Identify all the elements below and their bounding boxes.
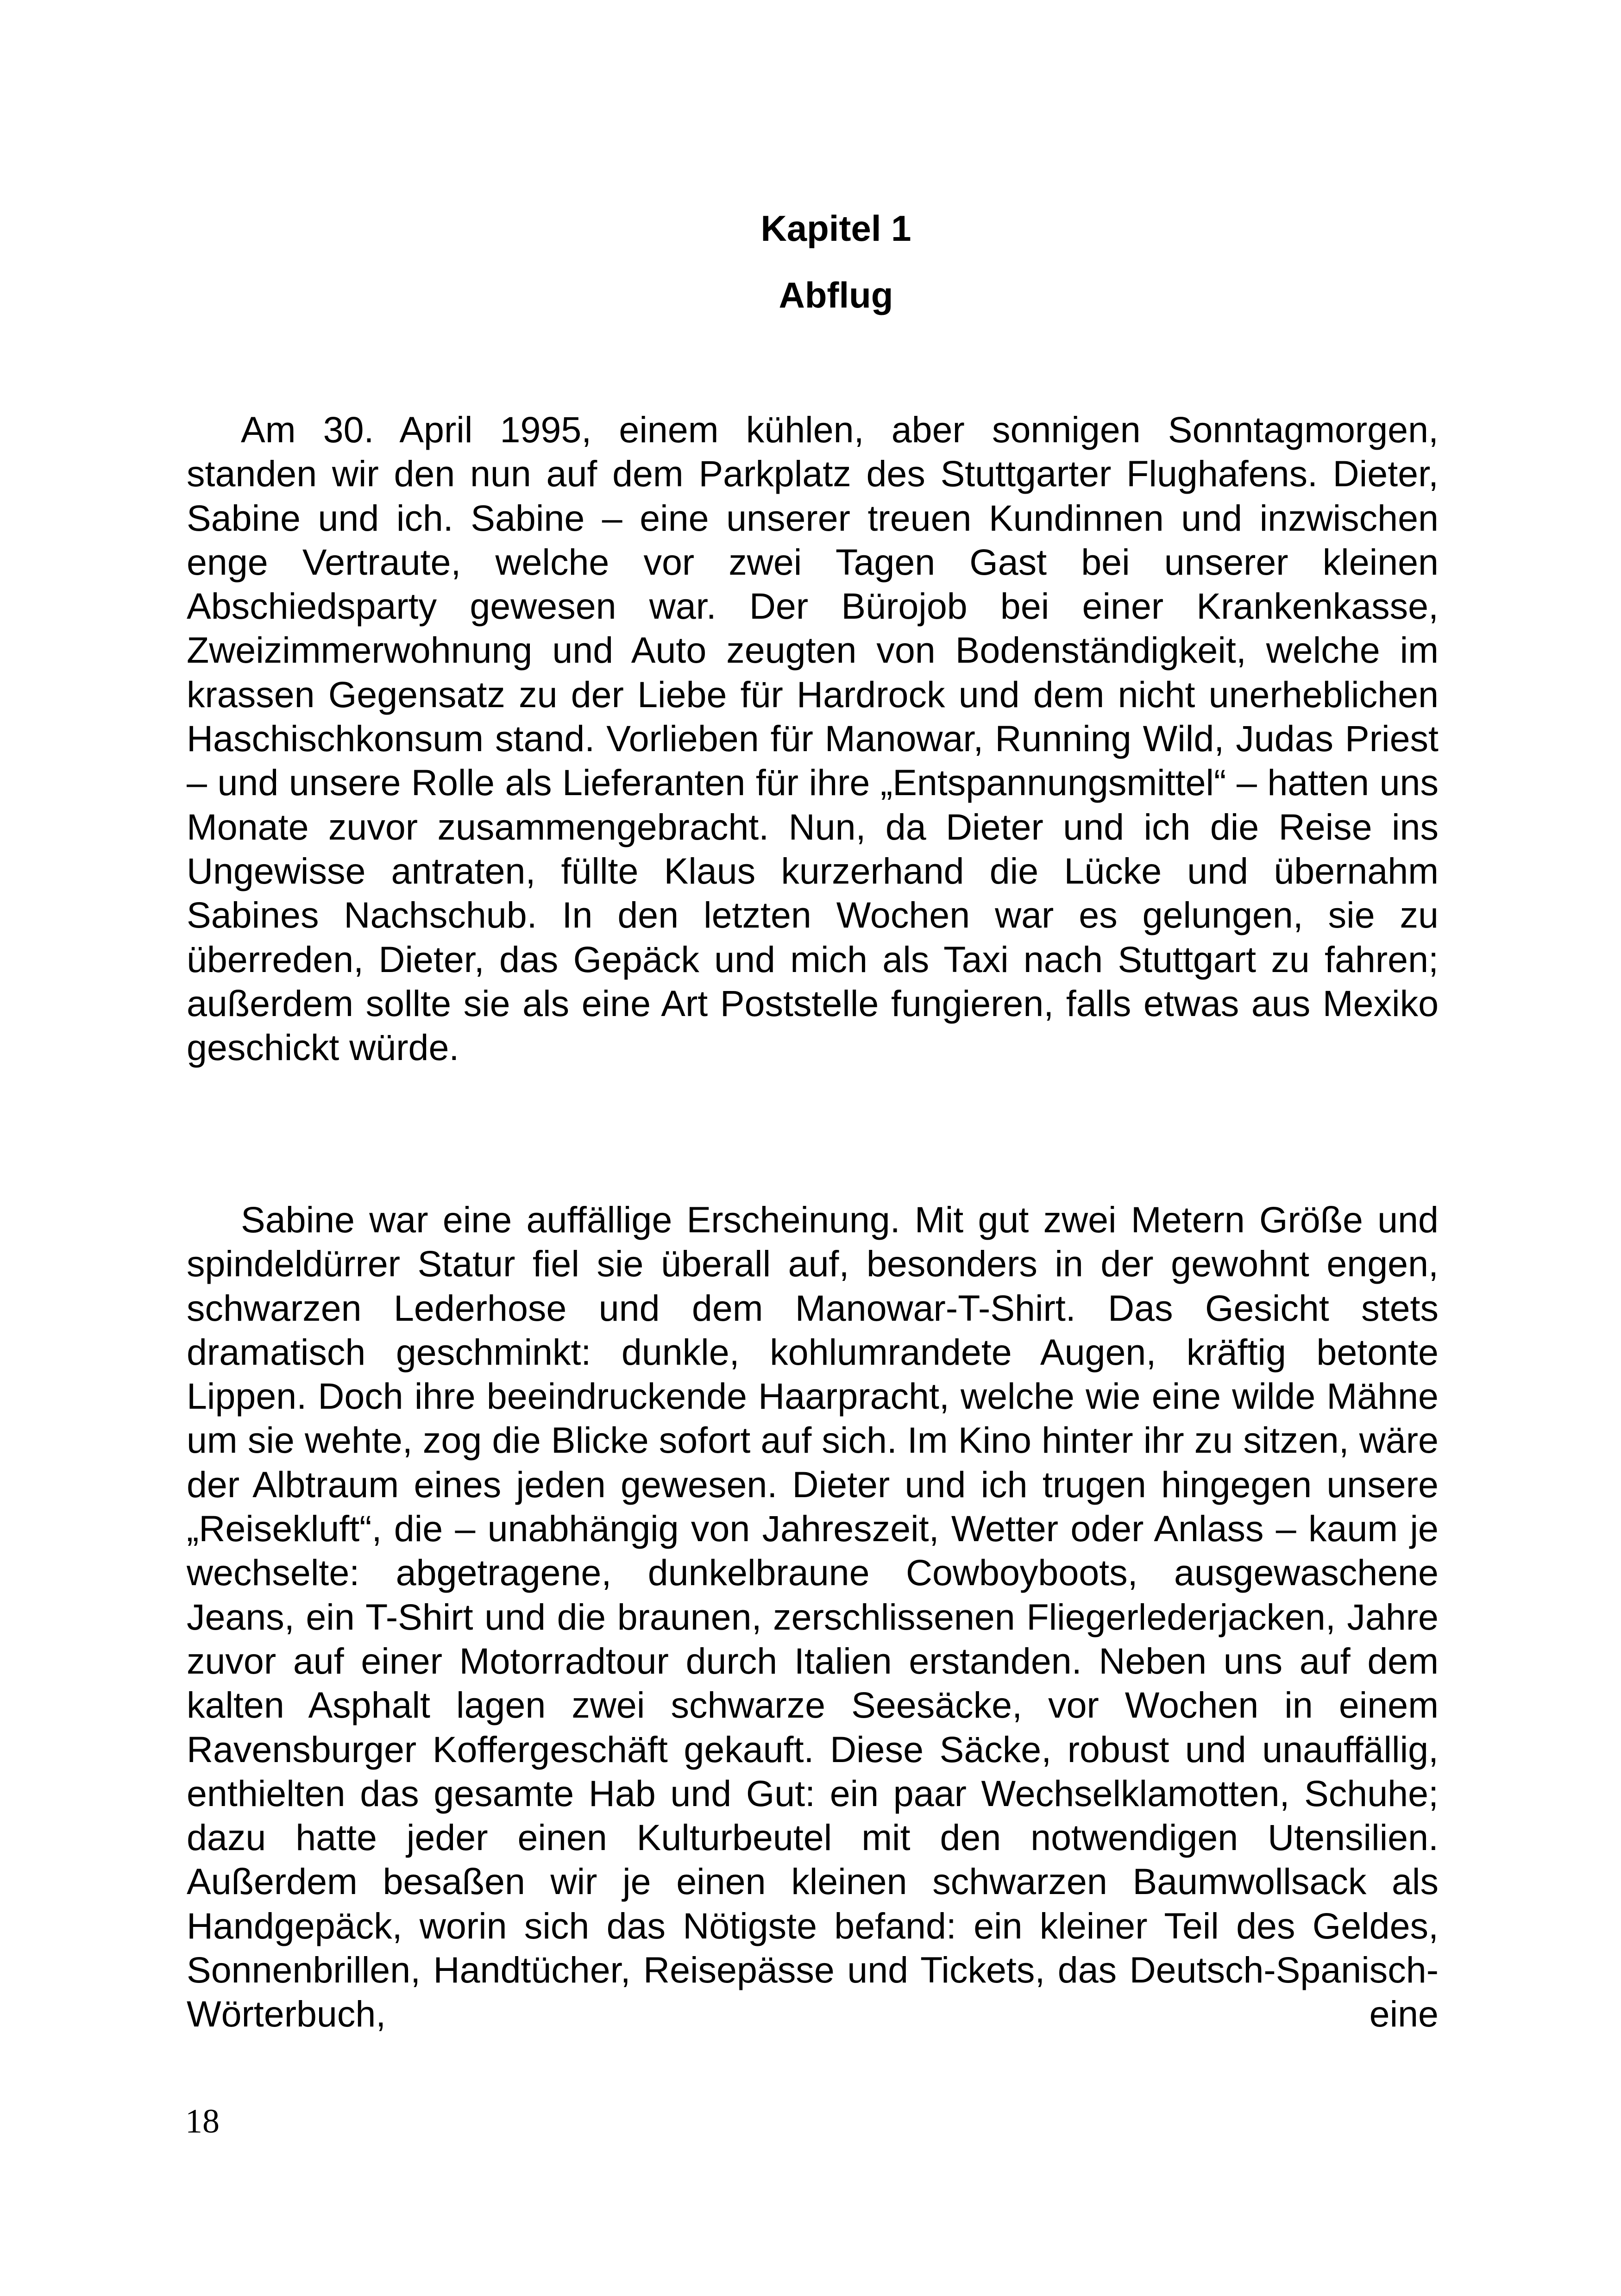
chapter-number: Kapitel 1 (760, 208, 911, 249)
page-number: 18 (185, 2102, 220, 2140)
chapter-title: Abflug (779, 275, 893, 315)
paragraph: Sabine war eine auffällige Erscheinung. Mit gut zwei Metern Größe und spindeldürrer Statur fiel sie überall auf, besonders in der gewohnt engen, schwarzen Lederhose und dem Manowar-T-Shirt. Das Gesicht stets dramatisch geschminkt: dunkle, kohlumrandete Augen, kräftig betonte Lippen. Doch ihre beeindruckende Haarpracht, welche wie eine wilde Mähne um sie wehte, zog die Blicke sofort auf sich. Im Kino hinter ihr zu sitzen, wäre der Albtraum eines jeden gewesen. Dieter und ich trugen hingegen unsere „Reisekluft“, die – unabhängig von Jahreszeit, Wetter oder Anlass – kaum je wechselte: abgetragene, dunkelbraune Cowboyboots, ausgewaschene Jeans, ein T-Shirt und die braunen, zerschlissenen Fliegerlederjacken, Jahre zuvor auf einer Motorradtour durch Italien erstanden. Neben uns auf dem kalten Asphalt lagen zwei schwarze Seesäcke, vor Wochen in einem Ravensburger Koffergeschäft gekauft. Diese Säcke, robust und unauffällig, enthielten das gesamte Hab und Gut: ein paar Wechselklamotten, Schuhe; dazu hatte jeder einen Kulturbeutel mit den notwendigen Utensilien. Außerdem besaßen wir je einen kleinen schwarzen Baumwollsack als Handgepäck, worin sich das Nötigste befand: ein kleiner Teil des Geldes, Sonnenbrillen, Handtücher, Reisepässe und Tickets, das Deutsch-Spanisch-Wörterbuch, eine (187, 1199, 1439, 2035)
paragraph: Am 30. April 1995, einem kühlen, aber sonnigen Sonntagmorgen, standen wir den nun auf dem Parkplatz des Stuttgarter Flughafens. Dieter, Sabine und ich. Sabine – eine unserer treuen Kundinnen und inzwischen enge Vertraute, welche vor zwei Tagen Gast bei unserer kleinen Abschiedsparty gewesen war. Der Bürojob bei einer Krankenkasse, Zweizimmerwohnung und Auto zeugten von Bodenständigkeit, welche im krassen Gegensatz zu der Liebe für Hardrock und dem nicht unerheblichen Haschischkonsum stand. Vorlieben für Manowar, Running Wild, Judas Priest – und unsere Rolle als Lieferanten für ihre „Entspannungsmittel“ – hatten uns Monate zuvor zusammengebracht. Nun, da Dieter und ich die Reise ins Ungewisse antraten, füllte Klaus kurzerhand die Lücke und übernahm Sabines Nachschub. In den letzten Wochen war es gelungen, sie zu überreden, Dieter, das Gepäck und mich als Taxi nach Stuttgart zu fahren; außerdem sollte sie als eine Art Poststelle fungieren, falls etwas aus Mexiko geschickt würde. (187, 409, 1439, 1068)
